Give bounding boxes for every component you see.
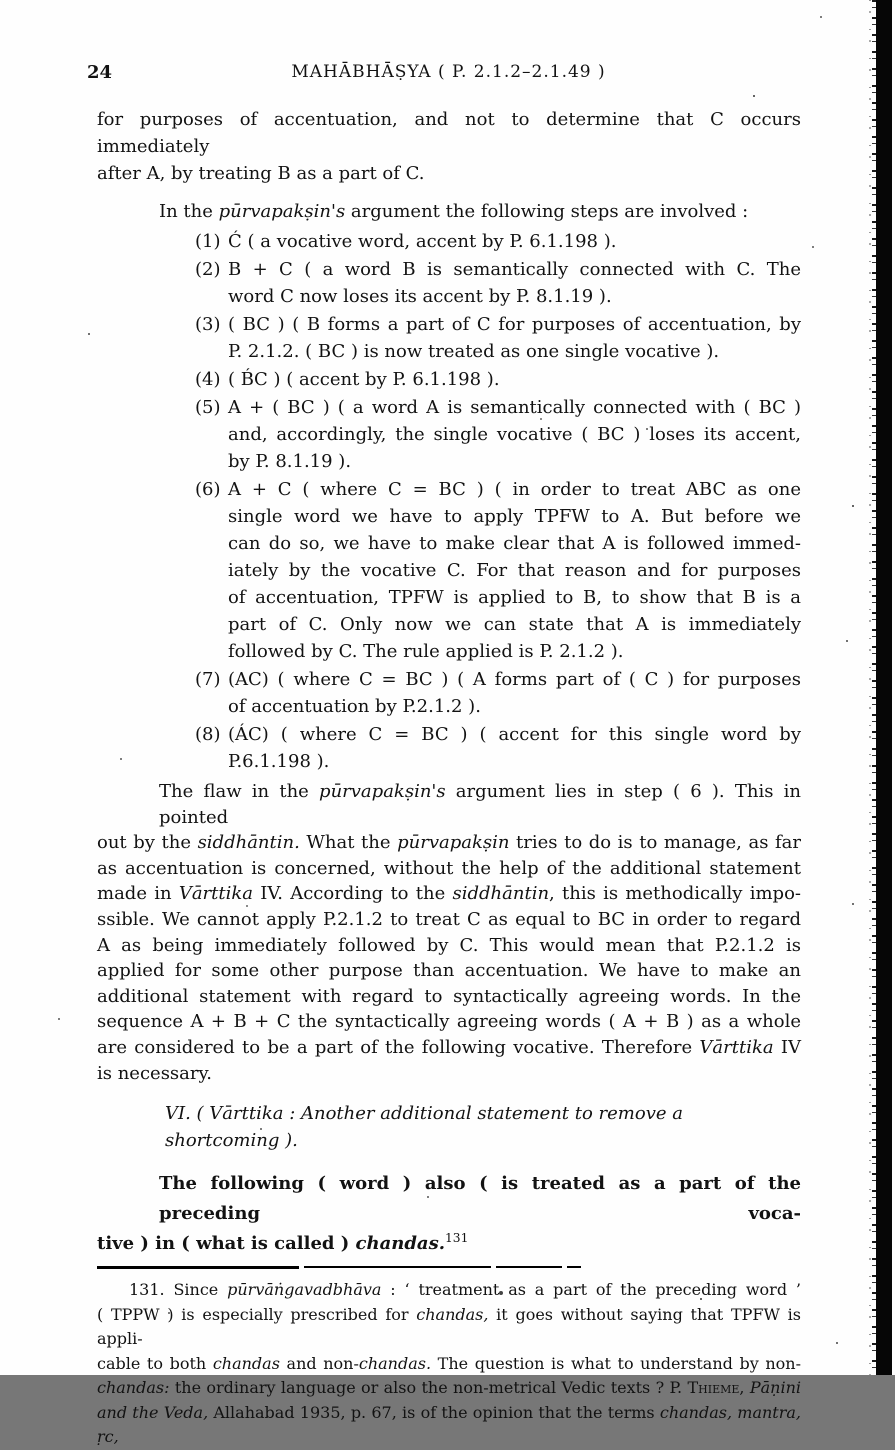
text-line: applied for some other purpose than accentuation. We have to make an	[97, 960, 801, 982]
text-line: VI. ( Vārttika : Another additional statement to remove a shortcoming ).	[165, 1103, 683, 1152]
step-number: (6)	[195, 479, 221, 500]
scan-edge-band	[862, 0, 895, 1375]
text-line: as accentuation is concerned, without the help of the additional statement	[97, 857, 801, 879]
text-line: (AC) ( where C = BC ) ( A forms part of ( C ) for purposes	[228, 669, 801, 690]
text-line: out by the siddhāntin. What the pūrvapakṣin tries to do is to manage, as far	[97, 832, 802, 854]
step-item	[97, 228, 801, 255]
step-item	[97, 311, 801, 365]
step-item	[97, 394, 801, 475]
text-line: of accentuation by P.2.1.2 ).	[228, 696, 481, 717]
section-heading-varttika-6	[97, 1100, 801, 1154]
footnote-separator	[97, 1265, 801, 1269]
running-title: MAHĀBHĀṢYA ( P. 2.1.2–2.1.49 )	[291, 62, 606, 82]
text-line: word C now loses its accent by P. 8.1.19 ).	[228, 286, 612, 307]
text-line: 131. Since pūrvāṅgavadbhāva : ‘ treatment as a part of the preceding word ’	[129, 1280, 802, 1300]
text-line: can do so, we have to make clear that A is followed immed-	[228, 533, 801, 554]
text-line: and, accordingly, the single vocative ( BC ) loses its accent,	[228, 424, 801, 445]
text-line: by P. 8.1.19 ).	[228, 451, 352, 472]
text-line: A + ( BC ) ( a word A is semantically connected with ( BC )	[228, 397, 801, 418]
text-line: P. 2.1.2. ( BC ) is now treated as one single vocative ).	[228, 341, 720, 362]
text-line: part of C. Only now we can state that A is immediately	[228, 614, 801, 635]
step-number: (4)	[195, 369, 221, 390]
page-body	[97, 106, 801, 1450]
scan-edge-ink-strip	[876, 0, 892, 1375]
text-line: are considered to be a part of the following vocative. Therefore Vārttika IV	[97, 1036, 801, 1058]
varttika-translation	[97, 1169, 801, 1259]
step-number: (1)	[195, 231, 221, 252]
text-line: The following ( word ) also ( is treated as a part of the preceding voca-	[159, 1173, 801, 1225]
text-line: made in Vārttika IV. According to the siddhāntin, this is methodically impo-	[97, 883, 801, 905]
paragraph-intro	[97, 198, 801, 225]
text-line: B + C ( a word B is semantically connected with C. The	[228, 259, 801, 280]
text-line: ssible. We cannot apply P.2.1.2 to treat C as equal to BC in order to regard	[97, 908, 801, 930]
scan-edge-noise	[869, 0, 871, 1375]
text-line: for purposes of accentuation, and not to determine that C occurs immediately	[97, 109, 801, 157]
text-line: The flaw in the pūrvapakṣin's argument lies in step ( 6 ). This in pointed	[159, 781, 801, 828]
text-line: and the Veda, Allahabad 1935, p. 67, is of the opinion that the terms chandas, mantra, ṛc,	[97, 1402, 801, 1447]
step-number: (7)	[195, 669, 221, 690]
text-line: iately by the vocative C. For that reason and for purposes	[228, 560, 801, 581]
text-line: sequence A + B + C the syntactically agreeing words ( A + B ) as a whole	[97, 1011, 801, 1033]
text-line: ( B́C ) ( accent by P. 6.1.198 ).	[228, 369, 500, 390]
step-item	[97, 476, 801, 665]
text-line: P.6.1.198 ).	[228, 751, 330, 772]
text-line: (ÁC) ( where C = BC ) ( accent for this single word by	[228, 724, 801, 745]
text-line: is necessary.	[97, 1062, 213, 1084]
text-line: tive ) in ( what is called ) chandas.$^{131}$	[97, 1231, 469, 1255]
step-item	[97, 721, 801, 775]
step-list	[97, 228, 801, 775]
text-line: ( TPPW ) is especially prescribed for chandas, it goes without saying that TPFW is appli-	[97, 1304, 802, 1349]
step-item	[97, 366, 801, 393]
page-header	[87, 62, 800, 86]
footnote-reference: 131	[445, 1231, 469, 1246]
text-line: Ć ( a vocative word, accent by P. 6.1.198 ).	[228, 231, 617, 252]
step-number: (2)	[195, 259, 221, 280]
text-line: In the pūrvapakṣin's argument the following steps are involved :	[159, 201, 749, 222]
text-line: additional statement with regard to syntactically agreeing words. In the	[97, 985, 801, 1007]
paragraph-continuation	[97, 106, 801, 187]
paragraph-discussion	[97, 779, 801, 1086]
text-line: ( BC ) ( B forms a part of C for purposes of accentuation, by	[228, 314, 801, 335]
text-line: after A, by treating B as a part of C.	[97, 163, 425, 184]
text-line: single word we have to apply TPFW to A. But before we	[228, 506, 801, 527]
text-line: A + C ( where C = BC ) ( in order to treat ABC as one	[228, 479, 801, 500]
step-number: (5)	[195, 397, 221, 418]
text-line: A as being immediately followed by C. This would mean that P.2.1.2 is	[97, 934, 801, 956]
step-number: (3)	[195, 314, 221, 335]
text-line: chandas: the ordinary language or also the non-metrical Vedic texts ? P. Thieme, Pāṇini	[97, 1378, 802, 1398]
page-number: 24	[87, 62, 113, 83]
text-line: followed by C. The rule applied is P. 2.1.2 ).	[228, 641, 624, 662]
step-number: (8)	[195, 724, 221, 745]
text-line: of accentuation, TPFW is applied to B, to show that B is a	[228, 587, 801, 608]
footnote-131	[97, 1278, 801, 1450]
step-item	[97, 256, 801, 310]
text-line: cable to both chandas and non-chandas. The question is what to understand by non-	[97, 1353, 801, 1373]
step-item	[97, 666, 801, 720]
